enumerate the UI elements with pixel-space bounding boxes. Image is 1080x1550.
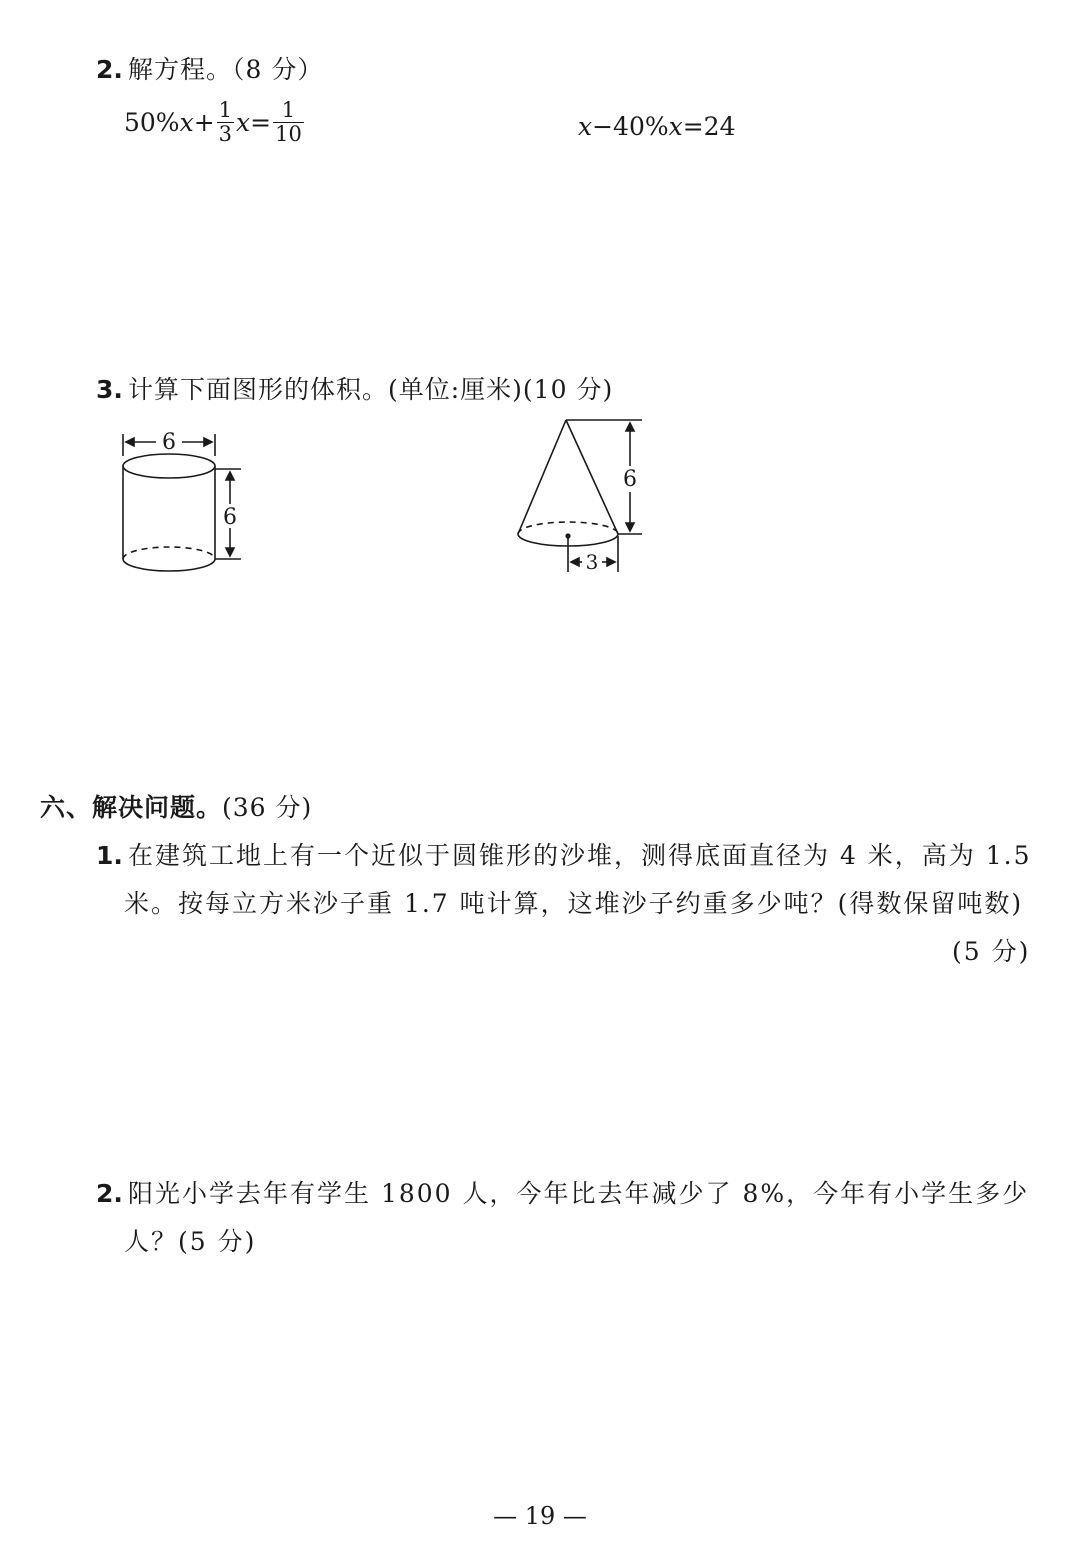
arrow-up-icon xyxy=(226,472,234,480)
q2-title: 解方程。（8 分） xyxy=(128,55,324,84)
cone-figure xyxy=(508,412,658,582)
cone-base-center-dot xyxy=(565,533,570,538)
arrow-left-icon xyxy=(571,558,579,566)
eq1-plus: + xyxy=(193,108,215,137)
cylinder-bottom-back-dashed xyxy=(123,547,215,559)
q2-equation-2 xyxy=(578,112,736,141)
arrow-right-icon xyxy=(204,438,212,446)
fraction-numerator: 1 xyxy=(281,98,296,122)
q2-heading xyxy=(96,50,323,86)
eq2-minus-percent: −40% xyxy=(592,112,669,141)
eq1-percent: 50% xyxy=(124,108,180,137)
eq2-var-x: x xyxy=(668,112,683,141)
section-6-heading xyxy=(40,788,312,824)
cone-radius-label: 3 xyxy=(585,550,599,574)
q2-number: 2. xyxy=(96,55,123,84)
cylinder-top-ellipse xyxy=(123,454,215,478)
eq1-var-x: x xyxy=(236,108,251,137)
section-6-title: 六、解决问题。 xyxy=(40,793,223,822)
fraction-denominator: 10 xyxy=(275,122,302,146)
problem-2-line-2: 人？(5 分) xyxy=(124,1227,257,1256)
eq1-fraction-one-third xyxy=(217,100,234,145)
eq1-fraction-one-tenth xyxy=(273,100,304,145)
arrow-up-icon xyxy=(626,423,634,431)
cylinder-diameter-label: 6 xyxy=(162,430,176,455)
eq2-var-x: x xyxy=(578,112,593,141)
problem-1-line-2: 米。按每立方米沙子重 1.7 吨计算，这堆沙子约重多少吨？(得数保留吨数) xyxy=(124,889,1024,918)
arrow-down-icon xyxy=(626,523,634,531)
q3-heading xyxy=(96,370,613,406)
problem-2 xyxy=(96,1174,1029,1210)
fraction-denominator: 3 xyxy=(218,122,233,146)
page-number: — 19 — xyxy=(493,1502,587,1530)
eq2-result: =24 xyxy=(682,112,736,141)
problem-2-line-1: 阳光小学去年有学生 1800 人，今年比去年减少了 8%，今年有小学生多少 xyxy=(128,1179,1030,1208)
arrow-right-icon xyxy=(607,558,615,566)
q3-number: 3. xyxy=(96,375,123,404)
cone-base-back-dashed xyxy=(518,522,618,534)
q2-equation-1 xyxy=(124,100,306,145)
section-6-points: (36 分) xyxy=(222,793,313,822)
problem-1-points: (5 分) xyxy=(952,937,1031,966)
arrow-down-icon xyxy=(226,548,234,556)
cone-height-label: 6 xyxy=(623,467,637,492)
cylinder-height-label: 6 xyxy=(223,505,237,530)
problem-1-line-1: 在建筑工地上有一个近似于圆锥形的沙堆，测得底面直径为 4 米，高为 1.5 xyxy=(128,841,1032,870)
cone-side xyxy=(518,420,566,534)
cylinder-bottom-front xyxy=(123,559,215,571)
cylinder-figure xyxy=(110,428,250,578)
eq1-var-x: x xyxy=(179,108,194,137)
fraction-numerator: 1 xyxy=(218,98,233,122)
eq1-equals: = xyxy=(250,108,272,137)
problem-1 xyxy=(96,836,1032,872)
arrow-left-icon xyxy=(126,438,134,446)
q3-title: 计算下面图形的体积。(单位:厘米)(10 分) xyxy=(128,375,614,404)
problem-2-number: 2. xyxy=(96,1179,123,1208)
cone-side xyxy=(566,420,618,534)
problem-1-number: 1. xyxy=(96,841,123,870)
